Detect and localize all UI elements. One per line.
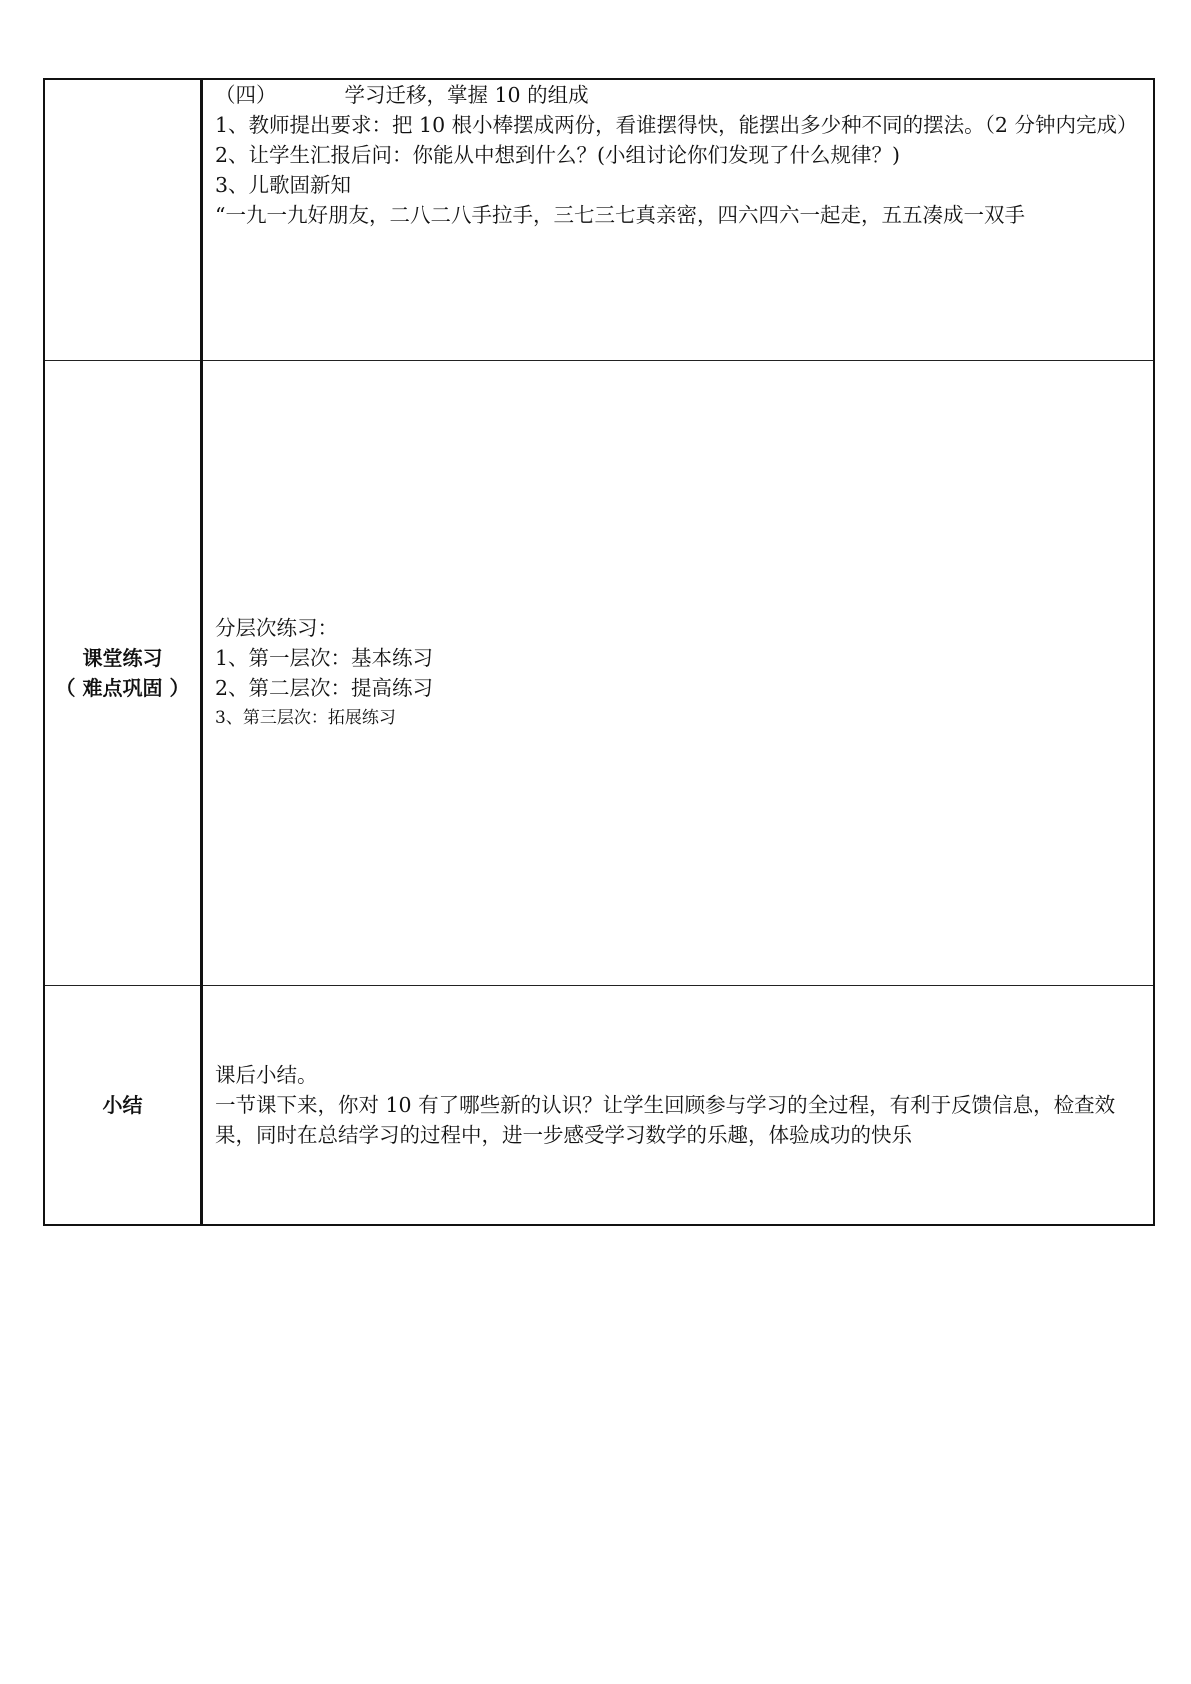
content-line: 2、第二层次：提高练习 [215, 676, 434, 700]
content-line: 1、教师提出要求：把 10 根小棒摆成两份，看谁摆得快，能摆出多少种不同的摆法。（2 分钟内完成） [215, 113, 1138, 137]
table-row-transfer [44, 79, 1154, 361]
row-label-title: 课堂练习 [82, 646, 163, 670]
table-row-practice [44, 361, 1154, 986]
section-heading [215, 80, 1143, 110]
row-label-summary: 小结 [44, 986, 202, 1226]
content-line: 2、让学生汇报后问：你能从中想到什么？(小组讨论你们发现了什么规律？) [215, 143, 901, 167]
content-line: 课后小结。 [215, 1063, 318, 1087]
content-line: 一节课下来，你对 10 有了哪些新的认识？让学生回顾参与学习的全过程，有利于反馈信息，检查效果，同时在总结学习的过程中，进一步感受学习数学的乐趣，体验成功的快乐 [215, 1093, 1116, 1147]
content-line: 3、第三层次：拓展练习 [215, 708, 396, 728]
nursery-rhyme: “一九一九好朋友，二八二八手拉手，三七三七真亲密，四六四六一起走，五五凑成一双手 [215, 203, 1025, 227]
table-row-summary [44, 986, 1154, 1226]
content-practice [202, 361, 1155, 986]
content-line: 1、第一层次：基本练习 [215, 646, 434, 670]
row-label-practice [44, 361, 202, 986]
row-label-subtitle: （ 难点巩固 ） [55, 676, 190, 700]
row-label-transfer [44, 79, 202, 361]
content-line: 3、儿歌固新知 [215, 173, 352, 197]
section-heading-number: （四） [215, 83, 277, 107]
section-heading-text: 学习迁移，掌握 10 的组成 [344, 83, 589, 107]
lesson-plan-table [43, 78, 1155, 1226]
content-line: 分层次练习： [215, 616, 338, 640]
content-summary [202, 986, 1155, 1226]
content-transfer [202, 79, 1155, 361]
